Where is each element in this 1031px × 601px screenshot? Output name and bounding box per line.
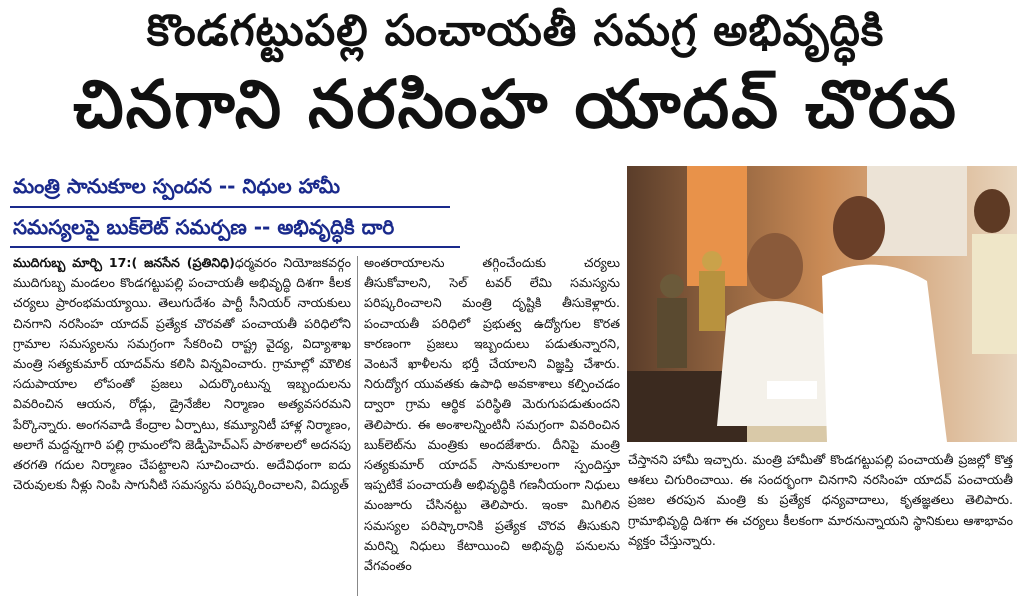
article-dateline: ముదిగుబ్బ మార్చి 17:( జనసేన (ప్రతినిధి) (13, 255, 235, 270)
article-column-2: అంతరాయాలను తగ్గించేందుకు చర్యలు తీసుకోవాలని, సెల్ టవర్ లేమి సమస్యను పరిష్కరించాలని మంత్రి దృష్టికి తీసుకెళ్లారు. పంచాయతీ పరిధిలో ప్రభుత్వ ఉద్యోగుల కొరత కారణంగా ప్రజలు ఇబ్బందులు పడుతున్నారని, వెంటనే ఖాళీలను భర్తీ చేయాలని విజ్ఞప్తి చేశారు. నిరుద్యోగ యువతకు ఉపాధి అవకాశాలు కల్పించడం ద్వారా గ్రామ ఆర్థిక పరిస్థితి మెరుగుపడుతుందని తెలిపారు. ఈ అంశాలన్నింటినీ సమగ్రంగా వివరించిన బుక్‌లెట్‌ను మంత్రికు అందజేశారు. దీనిపై మంత్రి సత్యకుమార్ యాదవ్ సానుకూలంగా స్పందిస్తూ ఇప్పటికే పంచాయతీ అభివృద్ధికి గణనీయంగా నిధులు మంజూరు చేసినట్టు తెలిపారు. ఇంకా మిగిలిన సమస్యల పరిష్కారానికి ప్రత్యేక చొరవ తీసుకుని మరిన్ని నిధులు కేటాయించి అభివృద్ధి పనులను వేగవంతం (364, 255, 620, 574)
article-column-1 (13, 253, 351, 598)
article-column-3: చేస్తానని హామీ ఇచ్చారు. మంత్రి హామీతో కొండగట్టుపల్లి పంచాయతీ ప్రజల్లో కొత్త ఆశలు చిగురించాయి. ఈ సందర్భంగా చినగాని నరసింహ యాదవ్ పంచాయతీ ప్రజల తరపున మంత్రి కు ప్రత్యేక ధన్యవాదాలు, కృతజ్ఞతలు తెలిపారు. గ్రామాభివృద్ధి దిశగా ఈ చర్యలు కీలకంగా మారనున్నాయని స్థానికులు ఆశాభావం వ్యక్తం చేస్తున్నారు. (628, 452, 1013, 548)
news-photo (627, 166, 1017, 442)
headline-line-2: చినగాని నరసింహ యాదవ్ చొరవ (73, 66, 958, 143)
article-column-1-text: ధర్మవరం నియోజకవర్గం ముదిగుబ్బ మండలం కొండగట్టుపల్లి పంచాయతీ అభివృద్ధి దిశగా కీలక చర్యలు ప్రారంభమయ్యాయి. తెలుగుదేశం పార్టీ సీనియర్ నాయకులు చినగాని నరసింహ యాదవ్ ప్రత్యేక చొరవతో పంచాయతీ పరిధిలోని గ్రామాల సమస్యలను సమగ్రంగా సేకరించి రాష్ట్ర వైద్య, విద్యాశాఖ మంత్రి సత్యకుమార్ యాదవ్‌ను కలిసి విన్నవించారు. గ్రామాల్లో మౌలిక సదుపాయాల లోపంతో ప్రజలు ఎదుర్కొంటున్న ఇబ్బందులను వివరించిన ఆయన, రోడ్లు, డ్రైనేజీల నిర్మాణం అత్యవసరమని పేర్కొన్నారు. అంగనవాడి కేంద్రాల ఏర్పాటు, కమ్యూనిటీ హాళ్ల నిర్మాణం, అలాగే మద్దన్నగారి పల్లి గ్రామంలోని జెడ్పీహెచ్‌ఎస్ పాఠశాలలో అదనపు తరగతి గదుల నిర్మాణం చేపట్టాలని సూచించారు. అదేవిధంగా ఐదు చెరువులకు నీళ్లు నింపి సాగునీటి సమస్యను పరిష్కరించాలని, విద్యుత్ (13, 255, 351, 493)
subheadline-1: మంత్రి సానుకూల స్పందన -- నిధుల హామీ (13, 174, 341, 198)
subheadline-2: సమస్యలపై బుక్‌లెట్ సమర్పణ -- అభివృద్ధికి దారి (13, 215, 395, 239)
subheadline-rule-1 (10, 206, 450, 208)
subheadline-rule-2 (10, 246, 460, 248)
column-divider (357, 256, 358, 596)
news-photo-illustration (627, 166, 1017, 442)
headline-line-1: కొండగట్టుపల్లి పంచాయతీ సమగ్ర అభివృద్ధికి (146, 6, 885, 56)
